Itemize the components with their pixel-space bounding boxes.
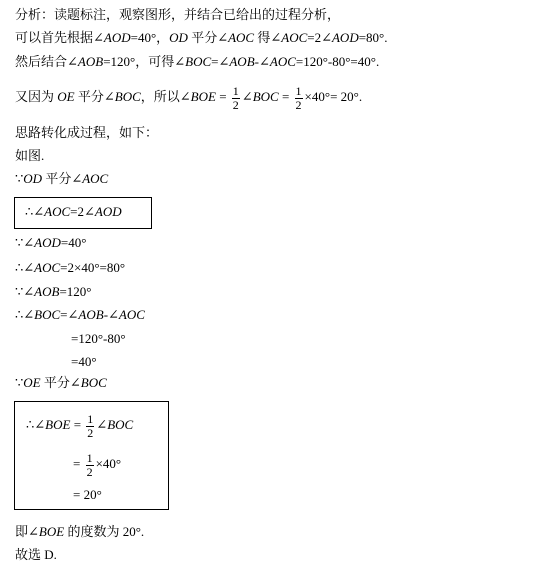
text: 即∠ <box>15 524 39 539</box>
denominator: 2 <box>87 425 94 440</box>
step-6: =120°-80° <box>71 331 126 346</box>
angle-name: BOC <box>107 417 134 432</box>
because-symbol: ∵ <box>15 171 24 186</box>
angle-name: BOE <box>45 417 71 432</box>
step-7: =40° <box>71 354 97 369</box>
step-1 <box>15 170 108 188</box>
text: =2∠ <box>307 30 332 45</box>
fraction <box>295 85 303 112</box>
angle-name: BOC <box>80 375 107 390</box>
text: 平分∠ <box>40 375 81 390</box>
text: =∠ <box>211 54 230 69</box>
fraction <box>86 452 94 479</box>
denominator: 2 <box>295 97 302 112</box>
text: ∠ <box>241 89 253 104</box>
angle-name: AOD <box>94 204 122 219</box>
step-2 <box>15 234 86 252</box>
text: =2×40°=80° <box>60 260 126 275</box>
text: =2∠ <box>70 204 95 219</box>
text: ∵∠ <box>15 235 35 250</box>
angle-name: AOB <box>78 307 104 322</box>
figure-note: 如图. <box>15 148 45 163</box>
step-3 <box>15 259 125 277</box>
numerator: 1 <box>295 83 302 98</box>
ray-name: OD <box>23 171 43 186</box>
because-symbol: ∵ <box>15 375 24 390</box>
therefore-symbol: ∴∠ <box>25 204 45 219</box>
analysis-line-2 <box>15 29 387 47</box>
step-8 <box>15 374 107 392</box>
analysis-line-1: 分析：读题标注，观察图形，并结合已给出的过程分析， <box>15 7 341 22</box>
text: -∠ <box>254 54 270 69</box>
ray-name: OE <box>23 375 41 390</box>
angle-name: AOC <box>118 307 145 322</box>
denominator: 2 <box>232 97 239 112</box>
angle-name: AOD <box>34 235 61 250</box>
text: =120° <box>59 284 92 299</box>
text: 然后结合∠ <box>15 54 78 69</box>
text: ∵∠ <box>15 284 35 299</box>
angle-name: AOB <box>77 54 104 69</box>
text: =40°， <box>130 30 170 45</box>
angle-name: BOE <box>38 524 65 539</box>
process-title: 思路转化成过程，如下： <box>15 125 159 140</box>
boxed-step-2-row-2 <box>73 449 121 479</box>
text: 又因为 <box>15 89 58 104</box>
text: ×40°= 20°. <box>304 89 363 104</box>
text: 平分∠ <box>42 171 83 186</box>
text: 平分∠ <box>187 30 229 45</box>
text: 得∠ <box>254 30 282 45</box>
therefore-symbol: ∴∠ <box>26 417 46 432</box>
step-5 <box>15 306 145 324</box>
text: 可以首先根据∠ <box>15 30 104 45</box>
text: =∠ <box>60 307 79 322</box>
step-4 <box>15 283 91 301</box>
text: = <box>215 89 230 104</box>
text: = <box>73 456 84 471</box>
angle-name: BOC <box>114 89 141 104</box>
text: -∠ <box>103 307 119 322</box>
text: 平分∠ <box>74 89 115 104</box>
ray-name: OE <box>57 89 75 104</box>
angle-name: AOB <box>34 284 60 299</box>
text: =80°. <box>358 30 388 45</box>
angle-name: BOE <box>190 89 216 104</box>
angle-name: AOC <box>281 30 308 45</box>
text: ∠ <box>96 417 108 432</box>
analysis-line-3 <box>15 53 379 71</box>
denominator: 2 <box>86 464 93 479</box>
angle-name: AOC <box>44 204 71 219</box>
text: =120°，可得∠ <box>103 54 186 69</box>
angle-name: BOC <box>185 54 212 69</box>
fraction <box>232 85 240 112</box>
analysis-line-4 <box>15 82 362 112</box>
conclusion <box>15 523 144 541</box>
fraction <box>86 413 94 440</box>
text: ，所以∠ <box>140 89 191 104</box>
angle-name: AOD <box>103 30 131 45</box>
answer: 故选 D. <box>15 547 57 562</box>
text: =120°-80°=40°. <box>295 54 380 69</box>
numerator: 1 <box>86 450 93 465</box>
text: = <box>70 417 85 432</box>
text: 的度数为 20°. <box>64 524 145 539</box>
text: ×40° <box>95 456 122 471</box>
angle-name: AOC <box>34 260 61 275</box>
text: ∴∠ <box>15 260 35 275</box>
angle-name: AOC <box>269 54 296 69</box>
angle-name: BOC <box>34 307 61 322</box>
boxed-step-1-text <box>25 203 122 221</box>
ray-name: OD <box>169 30 188 45</box>
text: ∴∠ <box>15 307 35 322</box>
boxed-step-2-row-3: = 20° <box>73 487 102 502</box>
numerator: 1 <box>87 411 94 426</box>
angle-name: AOD <box>331 30 359 45</box>
text: = <box>278 89 293 104</box>
text: =40° <box>60 235 87 250</box>
angle-name: AOB <box>229 54 255 69</box>
boxed-step-2-row-1 <box>26 410 133 440</box>
angle-name: AOC <box>82 171 109 186</box>
angle-name: AOC <box>228 30 255 45</box>
angle-name: BOC <box>252 89 279 104</box>
numerator: 1 <box>232 83 239 98</box>
